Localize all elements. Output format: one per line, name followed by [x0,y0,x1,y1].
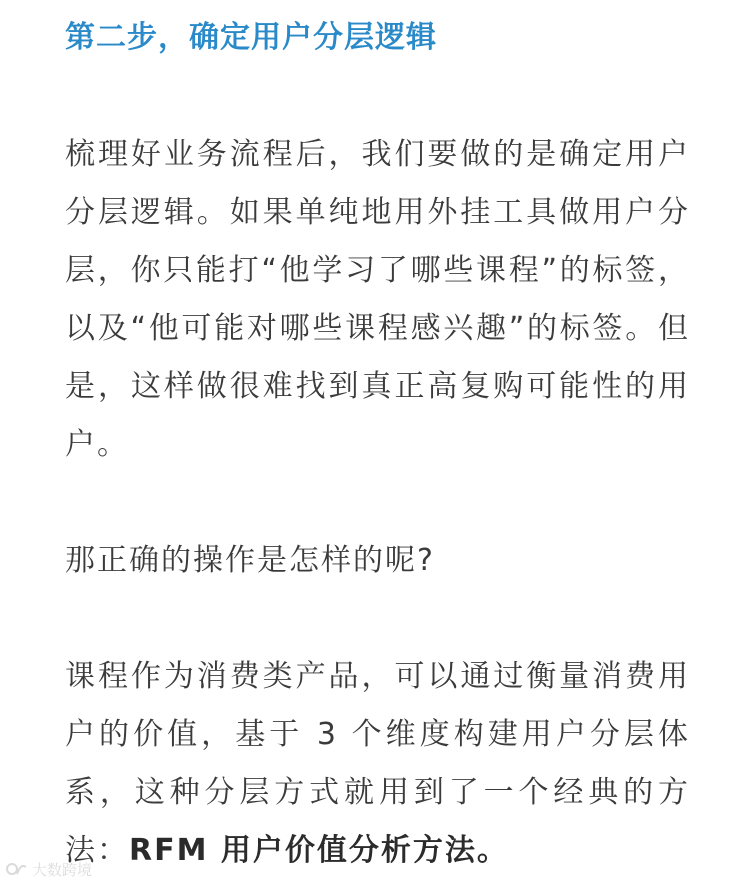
watermark [6,858,92,880]
paragraph-business-flow: 梳理好业务流程后，我们要做的是确定用户分层逻辑。如果单纯地用外挂工具做用户分层，你只能打“他学习了哪些课程”的标签，以及“他可能对哪些课程感兴趣”的标签。但是，这样做很难找到真正高复购可能性的用户。 [65,137,690,462]
section-heading: 第二步，确定用户分层逻辑 [65,20,437,55]
paragraph-rfm [65,648,690,880]
watermark-text: 大数跨境 [32,860,93,879]
rfm-method-emphasis: RFM 用户价值分析方法。 [129,833,509,868]
brand-logo-icon [6,861,28,877]
paragraph-rfm-text: 课程作为消费类产品，可以通过衡量消费用户的价值，基于 3 个维度构建用户分层体系，这种分层方式就用到了一个经典的方法： [65,659,690,868]
paragraph-question: 那正确的操作是怎样的呢? [65,543,435,578]
